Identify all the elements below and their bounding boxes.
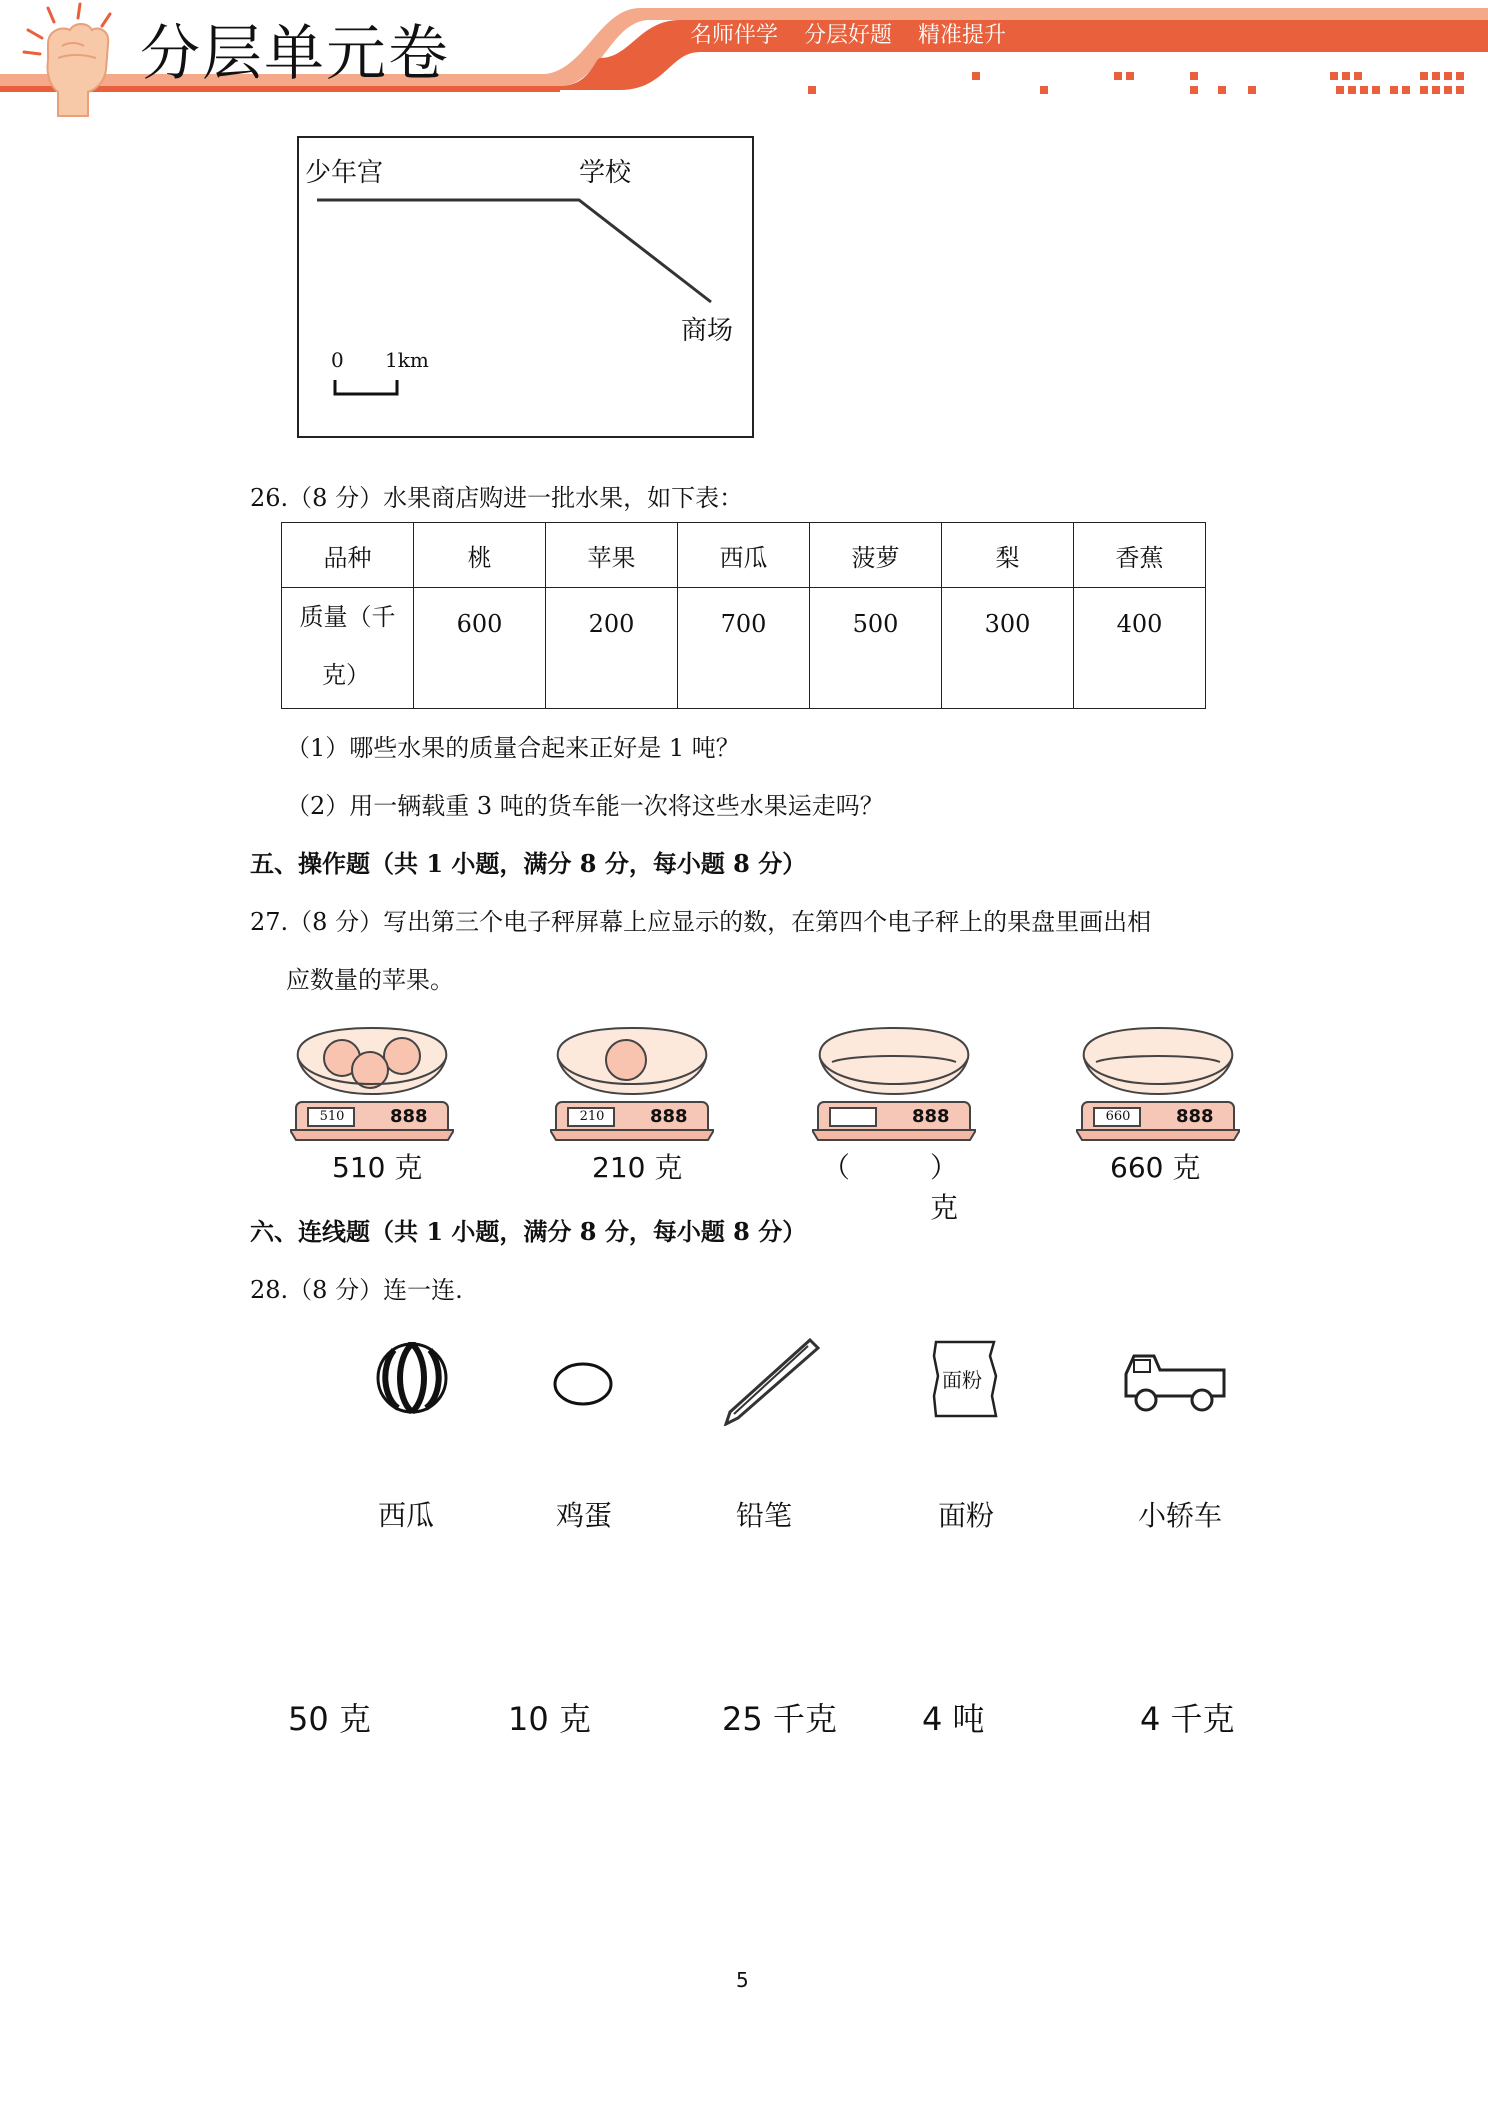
q26-sub2: （2）用一辆载重 3 吨的货车能一次将这些水果运走吗？ (286, 792, 884, 820)
item-label-flour[interactable]: 面粉 (938, 1499, 995, 1532)
table-header-label: 品种 (282, 523, 414, 588)
fruit-name: 桃 (414, 523, 546, 588)
map-label-palace: 少年宫 (305, 158, 384, 188)
item-label-pencil[interactable]: 铅笔 (736, 1499, 793, 1532)
table-row (282, 523, 1206, 588)
page-number: 5 (736, 1968, 749, 1992)
scale-caption-close: ）克 (930, 1151, 959, 1224)
scale-unit: 1km (385, 348, 429, 372)
item-label-egg[interactable]: 鸡蛋 (556, 1499, 613, 1532)
watermelon-icon[interactable] (374, 1338, 450, 1414)
flour-bag-icon[interactable] (930, 1336, 1000, 1420)
header-title: 分层单元卷 (140, 19, 450, 89)
map-label-school: 学校 (579, 158, 632, 188)
scale-caption: 510 克 (332, 1151, 423, 1184)
scale-zero: 0 (331, 348, 344, 372)
scale-caption-open: （ (822, 1151, 851, 1184)
scale-screen: 210 (579, 1109, 605, 1124)
map-label-mall: 商场 (681, 316, 734, 346)
weight-option[interactable]: 25 千克 (722, 1700, 837, 1738)
scale-digits: 888 (390, 1106, 428, 1127)
fruit-table (281, 522, 1206, 709)
fruit-name: 梨 (942, 523, 1074, 588)
route-map (297, 136, 754, 438)
fruit-weight: 400 (1074, 588, 1206, 709)
fruit-weight: 200 (546, 588, 678, 709)
item-label-watermelon[interactable]: 西瓜 (378, 1499, 435, 1532)
scale-digits: 888 (650, 1106, 688, 1127)
slogan-2: 分层好题 (804, 23, 893, 48)
fruit-name: 苹果 (546, 523, 678, 588)
scale-caption: 660 克 (1110, 1151, 1201, 1184)
table-row (282, 588, 1206, 709)
header-slogans (690, 20, 1006, 52)
fruit-weight: 700 (678, 588, 810, 709)
item-label-car[interactable]: 小轿车 (1138, 1499, 1223, 1532)
scale-digits: 888 (1176, 1106, 1214, 1127)
fist-icon (18, 0, 128, 118)
scale-with-one-apple (550, 1022, 714, 1142)
fruit-name: 西瓜 (678, 523, 810, 588)
scale-digits: 888 (912, 1106, 950, 1127)
q27-line2: 应数量的苹果。 (286, 966, 454, 994)
fruit-name: 香蕉 (1074, 523, 1206, 588)
q28-title: 28.（8 分）连一连. (250, 1276, 463, 1304)
q26-sub1: （1）哪些水果的质量合起来正好是 1 吨？ (286, 734, 740, 762)
section-6-heading: 六、连线题（共 1 小题，满分 8 分，每小题 8 分） (250, 1217, 807, 1246)
scale-2 (550, 1022, 714, 1192)
section-5-heading: 五、操作题（共 1 小题，满分 8 分，每小题 8 分） (250, 849, 807, 878)
header (0, 0, 1488, 120)
scale-4 (1076, 1022, 1240, 1192)
scale-screen: 660 (1105, 1109, 1131, 1124)
scale-caption: 210 克 (592, 1151, 683, 1184)
weight-option[interactable]: 4 吨 (922, 1700, 985, 1738)
row-label-line2: 克） (322, 661, 370, 689)
pencil-icon[interactable] (720, 1336, 820, 1426)
header-dots (800, 68, 1480, 98)
scale-with-three-apples (290, 1022, 454, 1142)
scale-3 (812, 1022, 976, 1224)
fruit-weight: 500 (810, 588, 942, 709)
table-row-label (282, 588, 414, 709)
fruit-weight: 600 (414, 588, 546, 709)
q27-line1: 27.（8 分）写出第三个电子秤屏幕上应显示的数，在第四个电子秤上的果盘里画出相 (250, 908, 1152, 936)
fruit-name: 菠萝 (810, 523, 942, 588)
weight-option[interactable]: 4 千克 (1140, 1700, 1235, 1738)
slogan-3: 精准提升 (918, 23, 1007, 48)
egg-icon[interactable] (552, 1360, 614, 1408)
flour-bag-label: 面粉 (942, 1368, 982, 1392)
scale-empty-bowl (812, 1022, 976, 1142)
fruit-weight: 300 (942, 588, 1074, 709)
weight-option[interactable]: 10 克 (508, 1700, 591, 1738)
weight-option[interactable]: 50 克 (288, 1700, 371, 1738)
slogan-1: 名师伴学 (690, 23, 779, 48)
row-label-line1: 质量（千 (299, 603, 396, 631)
scale-1 (290, 1022, 454, 1192)
q26-title: 26.（8 分）水果商店购进一批水果，如下表： (250, 484, 744, 512)
car-icon[interactable] (1120, 1350, 1230, 1414)
scale-empty-bowl (1076, 1022, 1240, 1142)
scale-screen: 510 (319, 1109, 345, 1124)
